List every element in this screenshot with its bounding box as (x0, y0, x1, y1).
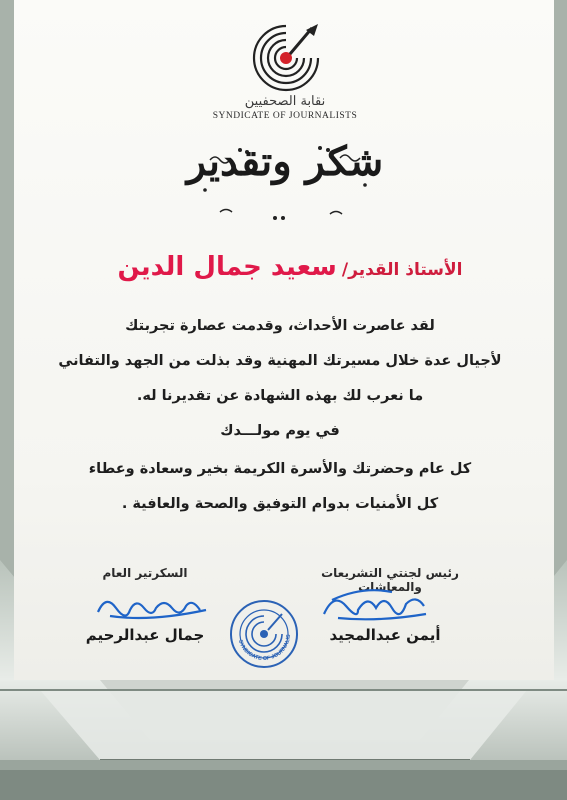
body-line: ما نعرب لك بهذه الشهادة عن تقديرنا له. (136, 388, 424, 404)
right-signatory-name: أيمن عبدالمجيد (329, 626, 441, 644)
organization-name-english: SYNDICATE OF JOURNALISTS (212, 111, 358, 121)
syndicate-logo-icon (246, 18, 326, 98)
organization-name-arabic: نقابة الصحفيين (244, 94, 326, 109)
body-line: كل الأمنيات بدوام التوفيق والصحة والعافية . (121, 496, 439, 512)
right-signatory-title: رئيس لجنتي التشريعات والمعاشات (321, 566, 459, 594)
certificate-title: شكر وتقدير (186, 138, 384, 185)
seal-text: SYNDICATE OF JOURNALIS (236, 634, 293, 663)
body-line: كل عام وحضرتك والأسرة الكريمة بخير وسعادة وعطاء (88, 461, 472, 477)
right-signature-icon (318, 586, 438, 622)
recipient-line (90, 252, 490, 292)
syndicate-seal-icon (228, 598, 300, 670)
recipient-name: سعيد جمال الدين (117, 252, 337, 282)
body-line: في يوم مولـــدك (220, 423, 340, 439)
body-line: لقد عاصرت الأحداث، وقدمت عصارة تجربتك (125, 318, 435, 334)
left-signatory-title: السكرتير العام (102, 566, 188, 580)
left-signatory-name: جمال عبدالرحيم (85, 626, 205, 644)
recipient-prefix: الأستاذ القدير/ (341, 260, 463, 280)
left-signature-icon (90, 590, 220, 624)
body-line: لأجيال عدة خلال مسيرتك المهنية وقد بذلت من الجهد والتفاني (58, 353, 502, 369)
